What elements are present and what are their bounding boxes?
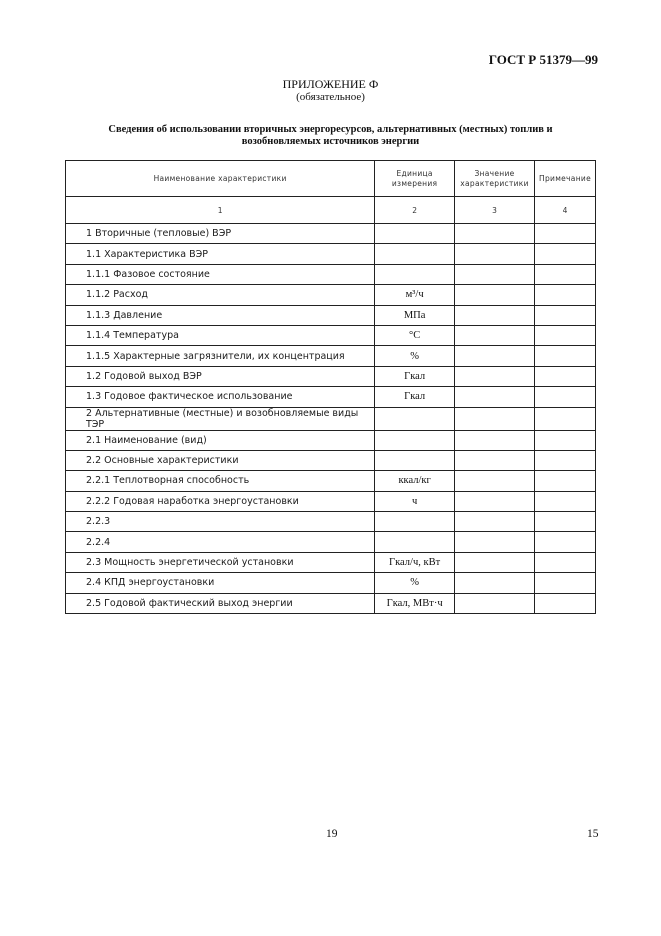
value-cell: [455, 325, 535, 345]
value-cell: [455, 532, 535, 552]
document-title-line-2: возобновляемых источников энергии: [241, 136, 420, 147]
column-number-row: [66, 197, 596, 224]
characteristic-name-cell: 1.1.4 Температура: [66, 325, 375, 345]
note-cell: [535, 325, 596, 345]
column-header-unit: Единица измерения: [375, 161, 455, 197]
characteristic-name-cell: 2.2.1 Теплотворная способность: [66, 471, 375, 491]
note-cell: [535, 450, 596, 470]
table-row: [66, 285, 596, 305]
column-header-name: Наименование характеристики: [66, 161, 375, 197]
characteristics-table: [65, 160, 596, 614]
characteristic-name-cell: 2.2.2 Годовая наработка энергоустановки: [66, 491, 375, 511]
characteristic-name-cell: 1.1 Характеристика ВЭР: [66, 244, 375, 264]
table-row: [66, 387, 596, 407]
characteristic-name-cell: 1 Вторичные (тепловые) ВЭР: [66, 224, 375, 244]
characteristic-name-cell: 1.2 Годовой выход ВЭР: [66, 366, 375, 386]
table-row: [66, 430, 596, 450]
characteristic-name-cell: 1.3 Годовое фактическое использование: [66, 387, 375, 407]
characteristic-name-cell: 2.4 КПД энергоустановки: [66, 573, 375, 593]
unit-cell: %: [375, 573, 455, 593]
unit-cell: Гкал: [375, 387, 455, 407]
unit-cell: [375, 407, 455, 430]
unit-cell: [375, 224, 455, 244]
unit-cell: [375, 450, 455, 470]
appendix-status: (обязательное): [296, 91, 365, 103]
value-cell: [455, 244, 535, 264]
value-cell: [455, 512, 535, 532]
characteristic-name-cell: 2.3 Мощность энергетической установки: [66, 552, 375, 572]
note-cell: [535, 407, 596, 430]
unit-cell: [375, 512, 455, 532]
note-cell: [535, 285, 596, 305]
table-row: [66, 552, 596, 572]
table-row: [66, 305, 596, 325]
appendix-heading: [0, 78, 661, 104]
characteristic-name-cell: 1.1.3 Давление: [66, 305, 375, 325]
appendix-title: ПРИЛОЖЕНИЕ Ф: [282, 77, 379, 91]
note-cell: [535, 532, 596, 552]
value-cell: [455, 471, 535, 491]
unit-cell: %: [375, 346, 455, 366]
page-number-left: 19: [326, 828, 338, 840]
value-cell: [455, 593, 535, 613]
note-cell: [535, 346, 596, 366]
characteristic-name-cell: 1.1.2 Расход: [66, 285, 375, 305]
table-row: [66, 244, 596, 264]
value-cell: [455, 573, 535, 593]
unit-cell: [375, 264, 455, 284]
value-cell: [455, 366, 535, 386]
table-row: [66, 471, 596, 491]
column-number: 3: [455, 197, 535, 224]
unit-cell: °С: [375, 325, 455, 345]
value-cell: [455, 430, 535, 450]
characteristic-name-cell: 2.2.4: [66, 532, 375, 552]
table-row: [66, 366, 596, 386]
table-row: [66, 512, 596, 532]
value-cell: [455, 264, 535, 284]
unit-cell: Гкал/ч, кВт: [375, 552, 455, 572]
characteristic-name-cell: 2.1 Наименование (вид): [66, 430, 375, 450]
note-cell: [535, 264, 596, 284]
value-cell: [455, 387, 535, 407]
unit-cell: ккал/кг: [375, 471, 455, 491]
note-cell: [535, 552, 596, 572]
document-title: [0, 124, 661, 148]
table-row: [66, 491, 596, 511]
column-header-note: Примечание: [535, 161, 596, 197]
table-row: [66, 264, 596, 284]
document-title-line-1: Сведения об использовании вторичных энергоресурсов, альтернативных (местных) топлив и: [108, 124, 553, 135]
table-row: [66, 593, 596, 613]
unit-cell: Гкал: [375, 366, 455, 386]
note-cell: [535, 512, 596, 532]
unit-cell: Гкал, МВт·ч: [375, 593, 455, 613]
column-number: 1: [66, 197, 375, 224]
table-row: [66, 346, 596, 366]
column-header-value: Значение характеристики: [455, 161, 535, 197]
characteristic-name-cell: 2.2.3: [66, 512, 375, 532]
unit-cell: МПа: [375, 305, 455, 325]
characteristic-name-cell: 1.1.1 Фазовое состояние: [66, 264, 375, 284]
table-row: [66, 224, 596, 244]
unit-cell: [375, 244, 455, 264]
note-cell: [535, 366, 596, 386]
table-row: [66, 532, 596, 552]
unit-cell: ч: [375, 491, 455, 511]
table-row: [66, 450, 596, 470]
value-cell: [455, 407, 535, 430]
note-cell: [535, 305, 596, 325]
column-number: 4: [535, 197, 596, 224]
characteristic-name-cell: 2 Альтернативные (местные) и возобновляемые виды ТЭР: [66, 407, 375, 430]
note-cell: [535, 224, 596, 244]
note-cell: [535, 593, 596, 613]
characteristic-name-cell: 2.5 Годовой фактический выход энергии: [66, 593, 375, 613]
note-cell: [535, 573, 596, 593]
unit-cell: м³/ч: [375, 285, 455, 305]
value-cell: [455, 552, 535, 572]
standard-number: ГОСТ Р 51379—99: [488, 52, 598, 67]
page-number-right: 15: [587, 828, 599, 840]
table-row: [66, 573, 596, 593]
note-cell: [535, 244, 596, 264]
table-row: [66, 325, 596, 345]
note-cell: [535, 387, 596, 407]
column-number: 2: [375, 197, 455, 224]
note-cell: [535, 471, 596, 491]
table-header-row: [66, 161, 596, 197]
table-row: [66, 407, 596, 430]
value-cell: [455, 224, 535, 244]
value-cell: [455, 491, 535, 511]
unit-cell: [375, 430, 455, 450]
value-cell: [455, 305, 535, 325]
note-cell: [535, 491, 596, 511]
value-cell: [455, 450, 535, 470]
value-cell: [455, 346, 535, 366]
value-cell: [455, 285, 535, 305]
characteristic-name-cell: 1.1.5 Характерные загрязнители, их концентрация: [66, 346, 375, 366]
characteristic-name-cell: 2.2 Основные характеристики: [66, 450, 375, 470]
unit-cell: [375, 532, 455, 552]
note-cell: [535, 430, 596, 450]
